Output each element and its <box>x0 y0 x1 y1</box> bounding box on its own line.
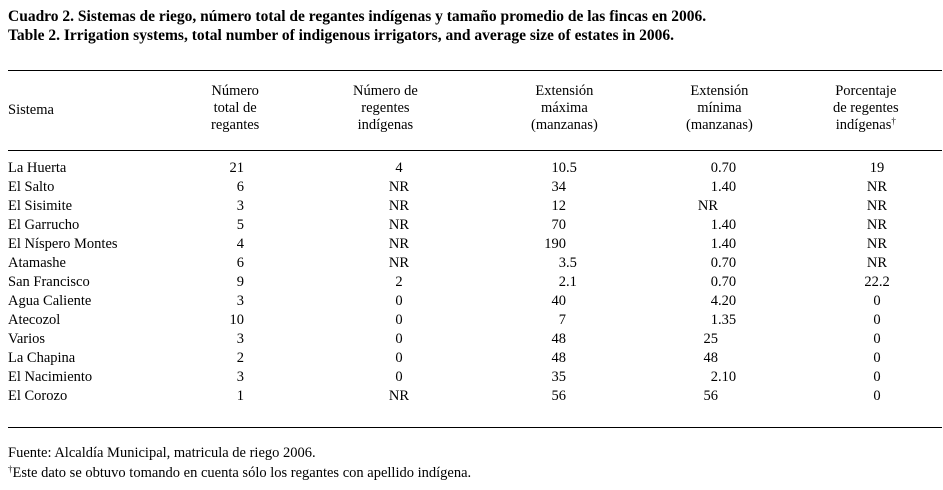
footnote-source: Fuente: Alcaldía Municipal, matricula de riego 2006. <box>8 445 316 461</box>
cell-min: 1.40 <box>710 236 737 252</box>
cell-sistema: Agua Caliente <box>8 293 92 309</box>
cell-sistema: El Garrucho <box>8 217 80 233</box>
cell-min: NR <box>697 198 718 214</box>
cell-pct: 19 <box>869 160 885 176</box>
cell-max: 10.5 <box>551 160 577 176</box>
cell-indigenas: NR <box>388 255 410 271</box>
header-max-line-3: (manzanas) <box>531 117 598 133</box>
cell-indigenas: NR <box>388 236 410 252</box>
cell-min: 4.20 <box>710 293 737 309</box>
cell-max: 12 <box>551 198 566 214</box>
cell-min: 0.70 <box>710 160 737 176</box>
header-pct-line-1: Porcentaje <box>835 83 897 99</box>
cell-min: 1.40 <box>710 217 737 233</box>
dagger-mark: † <box>8 464 13 474</box>
cell-indigenas: 0 <box>395 312 403 328</box>
cell-pct: 0 <box>873 369 881 385</box>
cell-pct: NR <box>866 179 888 195</box>
header-indigenas-line-1: Número de <box>353 83 418 99</box>
header-total-line-3: regantes <box>211 117 260 133</box>
cell-total: 9 <box>236 274 244 290</box>
cell-total: 2 <box>236 350 244 366</box>
cell-total: 6 <box>236 179 244 195</box>
cell-min: 2.10 <box>710 369 737 385</box>
header-sistema <box>8 102 54 119</box>
footnote-dagger <box>8 465 471 482</box>
cell-total: 1 <box>236 388 244 404</box>
cell-indigenas: NR <box>388 179 410 195</box>
cell-indigenas: NR <box>388 217 410 233</box>
cell-total: 3 <box>236 369 244 385</box>
cell-min: 56 <box>703 388 718 404</box>
table-caption-spanish: Cuadro 2. Sistemas de riego, número total de regantes indígenas y tamaño promedio de las fincas en 2006. <box>8 8 707 25</box>
header-total <box>211 83 259 134</box>
cell-indigenas: 4 <box>395 160 403 176</box>
cell-total: 10 <box>229 312 244 328</box>
header-total-line-1: Número <box>211 83 259 99</box>
cell-pct: NR <box>866 217 888 233</box>
header-pct-line-3-text: indígenas <box>835 117 892 133</box>
cell-min: 1.35 <box>710 312 737 328</box>
cell-indigenas: 0 <box>395 350 403 366</box>
cell-sistema: La Huerta <box>8 160 67 176</box>
cell-total: 3 <box>236 198 244 214</box>
cell-min: 1.40 <box>710 179 737 195</box>
cell-max: 3.5 <box>558 255 577 271</box>
cell-max: 48 <box>551 350 566 366</box>
header-indigenas <box>353 83 418 134</box>
header-sistema-line-1: Sistema <box>8 102 54 118</box>
cell-max: 34 <box>551 179 566 195</box>
header-indigenas-line-2: regentes <box>361 100 410 116</box>
cell-pct: 22.2 <box>864 274 890 290</box>
cell-total: 21 <box>229 160 244 176</box>
header-min-line-3: (manzanas) <box>686 117 753 133</box>
cell-pct: NR <box>866 198 888 214</box>
table-top-rule <box>8 70 942 71</box>
cell-total: 4 <box>236 236 244 252</box>
cell-total: 5 <box>236 217 244 233</box>
cell-pct: NR <box>866 236 888 252</box>
header-indigenas-line-3: indígenas <box>357 117 414 133</box>
cell-sistema: Atecozol <box>8 312 61 328</box>
cell-indigenas: NR <box>388 388 410 404</box>
cell-sistema: El Salto <box>8 179 55 195</box>
cell-max: 7 <box>558 312 566 328</box>
header-pct-line-2: de regentes <box>833 100 899 116</box>
cell-min: 25 <box>703 331 718 347</box>
cell-pct: 0 <box>873 312 881 328</box>
header-max-line-2: máxima <box>541 100 588 116</box>
cell-indigenas: 0 <box>395 293 403 309</box>
cell-pct: 0 <box>873 293 881 309</box>
header-max-line-1: Extensión <box>535 83 594 99</box>
cell-indigenas: 0 <box>395 369 403 385</box>
cell-pct: 0 <box>873 331 881 347</box>
cell-sistema: El Nacimiento <box>8 369 93 385</box>
cell-sistema: El Níspero Montes <box>8 236 118 252</box>
footnote-dagger-text: Este dato se obtuvo tomando en cuenta sólo los regantes con apellido indígena. <box>12 465 472 481</box>
header-pct <box>833 83 899 134</box>
cell-sistema: Atamashe <box>8 255 66 271</box>
table-bottom-rule <box>8 427 942 428</box>
dagger-mark: † <box>891 116 896 126</box>
cell-max: 190 <box>544 236 566 252</box>
cell-indigenas: NR <box>388 198 410 214</box>
cell-sistema: El Corozo <box>8 388 68 404</box>
header-total-line-2: total de <box>213 100 257 116</box>
header-max <box>531 83 598 134</box>
cell-indigenas: 2 <box>395 274 403 290</box>
cell-total: 6 <box>236 255 244 271</box>
cell-max: 40 <box>551 293 566 309</box>
cell-total: 3 <box>236 331 244 347</box>
cell-max: 56 <box>551 388 566 404</box>
cell-min: 48 <box>703 350 718 366</box>
cell-sistema: San Francisco <box>8 274 90 290</box>
header-min <box>686 83 753 134</box>
header-min-line-1: Extensión <box>690 83 749 99</box>
cell-pct: NR <box>866 255 888 271</box>
cell-sistema: El Sisimite <box>8 198 73 214</box>
cell-max: 48 <box>551 331 566 347</box>
cell-total: 3 <box>236 293 244 309</box>
cell-max: 70 <box>551 217 566 233</box>
table-header-rule <box>8 150 942 151</box>
cell-pct: 0 <box>873 388 881 404</box>
cell-max: 2.1 <box>558 274 577 290</box>
cell-indigenas: 0 <box>395 331 403 347</box>
header-pct-line-3 <box>833 117 899 134</box>
table-caption-english: Table 2. Irrigation systems, total number of indigenous irrigators, and average size of estates in 2006. <box>8 27 675 44</box>
cell-min: 0.70 <box>710 274 737 290</box>
header-min-line-2: mínima <box>697 100 742 116</box>
cell-max: 35 <box>551 369 566 385</box>
cell-sistema: Varios <box>8 331 46 347</box>
cell-min: 0.70 <box>710 255 737 271</box>
cell-pct: 0 <box>873 350 881 366</box>
cell-sistema: La Chapina <box>8 350 76 366</box>
